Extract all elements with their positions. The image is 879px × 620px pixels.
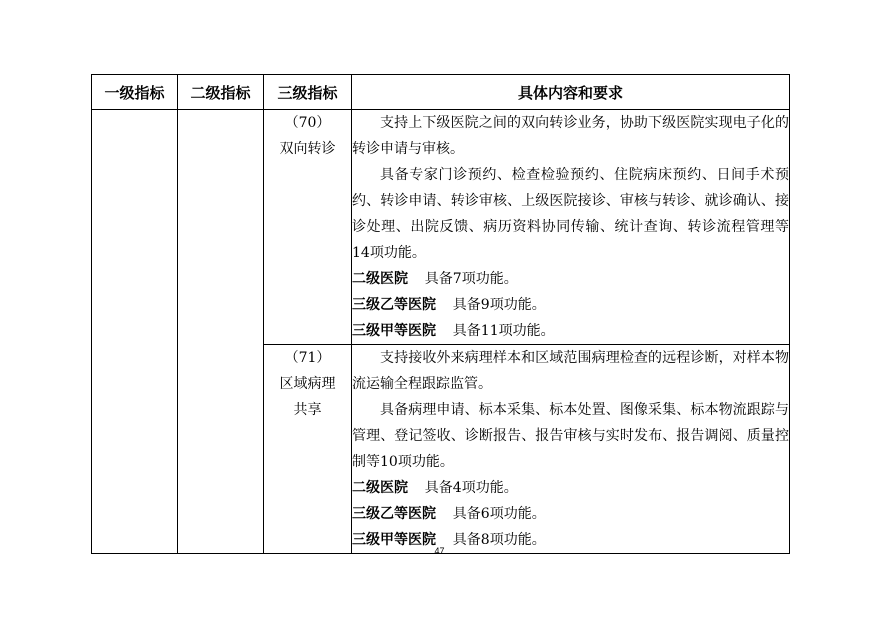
header-level3: 三级指标 [264,75,352,110]
level-text: 具备9项功能。 [452,297,546,313]
hospital-level: 三级甲等医院 [352,532,436,548]
content-cell [352,110,790,345]
indicator-code: （71） [284,350,331,366]
indicator-name-cont: 共享 [293,402,322,418]
level-text: 具备8项功能。 [452,532,546,548]
level-requirement [352,475,789,501]
level-text: 具备4项功能。 [424,480,518,496]
description: 支持上下级医院之间的双向转诊业务，协助下级医院实现电子化的转诊申请与审核。 [352,115,789,157]
header-level2: 二级指标 [178,75,264,110]
level-requirement [352,501,789,527]
indicator-code: （70） [284,115,331,131]
level3-cell [264,110,352,345]
hospital-level: 三级乙等医院 [352,506,436,522]
content-cell [352,345,790,554]
hospital-level: 二级医院 [352,480,408,496]
header-content: 具体内容和要求 [352,75,790,110]
header-level1: 一级指标 [92,75,178,110]
level-text: 具备7项功能。 [424,271,518,287]
hospital-level: 二级医院 [352,271,408,287]
hospital-level: 三级乙等医院 [352,297,436,313]
function-list: 具备专家门诊预约、检查检验预约、住院病床预约、日间手术预约、转诊申请、转诊审核、上级医院接诊、审核与转诊、就诊确认、接诊处理、出院反馈、病历资料协同传输、统计查询、转诊流程管理等14项功能。 [352,167,789,261]
indicator-name: 区域病理 [279,376,336,392]
level-requirement [352,266,789,292]
table-row [92,110,790,345]
level2-cell [178,110,264,554]
page-number: 47 [434,546,445,556]
level-requirement [352,292,789,318]
description: 支持接收外来病理样本和区域范围病理检查的远程诊断，对样本物流运输全程跟踪监管。 [352,350,789,392]
table-header-row [92,75,790,110]
level-requirement [352,318,789,344]
function-list: 具备病理申请、标本采集、标本处置、图像采集、标本物流跟踪与管理、登记签收、诊断报告、报告审核与实时发布、报告调阅、质量控制等10项功能。 [352,402,789,470]
level-text: 具备11项功能。 [452,323,555,339]
level-text: 具备6项功能。 [452,506,546,522]
level1-cell [92,110,178,554]
indicator-name: 双向转诊 [279,141,336,157]
hospital-level: 三级甲等医院 [352,323,436,339]
indicator-table [91,74,790,554]
level3-cell [264,345,352,554]
